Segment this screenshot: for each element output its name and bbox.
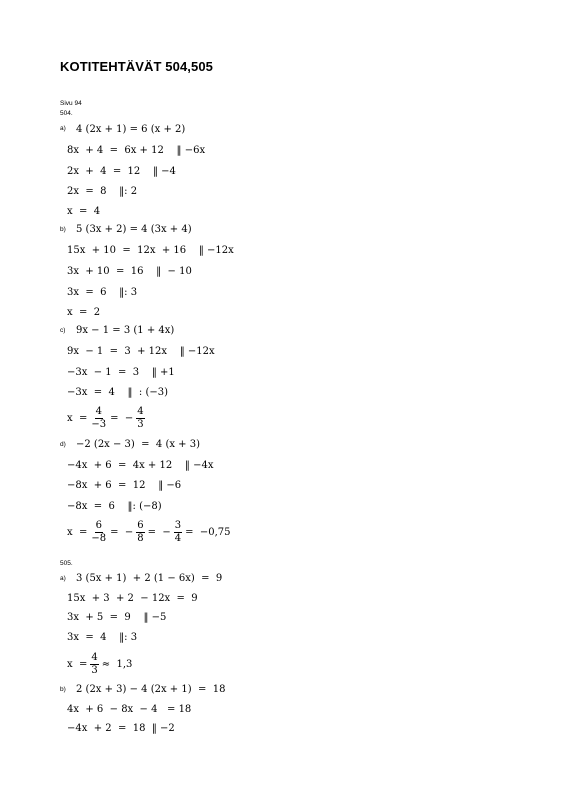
equation-line: 3x = 4 ‖: 3 [67, 632, 138, 643]
equation-line: x = 4 [67, 206, 101, 217]
equation-line: 4 (2x + 1) = 6 (x + 2) [76, 124, 186, 135]
part-504a-label: a) [60, 125, 66, 132]
frac-tail: ≈ 1,3 [101, 658, 133, 670]
equation-line: −3x − 1 = 3 ‖ +1 [67, 367, 175, 378]
frac-lhs: x = [67, 526, 88, 538]
fraction [174, 521, 182, 544]
equation-line: 3 (5x + 1) + 2 (1 − 6x) = 9 [76, 573, 223, 584]
page-title: KOTITEHTÄVÄT 504,505 [60, 59, 213, 74]
equation-line: −8x + 6 = 12 ‖ −6 [67, 480, 182, 491]
equation-line: −2 (2x − 3) = 4 (x + 3) [76, 439, 200, 450]
fraction [136, 407, 144, 430]
equation-line: −4x + 2 = 18 ‖ −2 [67, 723, 175, 734]
denominator: 4 [174, 532, 182, 544]
equation-line: 9x − 1 = 3 + 12x ‖ −12x [67, 346, 215, 357]
numerator: 3 [174, 519, 182, 531]
part-504d-label: d) [60, 441, 66, 448]
equation-line: 9x − 1 = 3 (1 + 4x) [76, 325, 175, 336]
fraction [90, 521, 107, 544]
denominator: 8 [137, 532, 144, 544]
fraction-line [67, 517, 231, 547]
numerator: 4 [91, 651, 98, 663]
numerator: 6 [137, 519, 144, 531]
equation-line: −8x = 6 ‖: (−8) [67, 501, 162, 512]
denominator: −3 [91, 418, 107, 430]
fraction-line [67, 403, 148, 433]
equation-line: x = 2 [67, 307, 101, 318]
frac-operator: = − [147, 526, 171, 538]
frac-operator: = − [110, 412, 134, 424]
equation-line: 3x + 10 = 16 ‖ − 10 [67, 266, 192, 277]
fraction [90, 653, 98, 676]
equation-line: 2x = 8 ‖: 2 [67, 186, 138, 197]
equation-line: 4x + 6 − 8x − 4 = 18 [67, 704, 192, 715]
frac-lhs: x = [67, 412, 88, 424]
numerator: 4 [95, 405, 102, 417]
fraction [90, 407, 107, 430]
denominator: 3 [91, 664, 98, 676]
numerator: 6 [95, 519, 102, 531]
equation-line: −3x = 4 ‖ : (−3) [67, 387, 169, 398]
fraction [136, 521, 144, 544]
part-504c-label: c) [60, 327, 66, 334]
equation-line: −4x + 6 = 4x + 12 ‖ −4x [67, 460, 214, 471]
equation-line: 15x + 10 = 12x + 16 ‖ −12x [67, 245, 234, 256]
equation-line: 15x + 3 + 2 − 12x = 9 [67, 593, 198, 604]
denominator: −8 [91, 532, 107, 544]
part-505a-label: a) [60, 575, 66, 582]
numerator: 4 [137, 405, 144, 417]
equation-line: 3x = 6 ‖: 3 [67, 287, 138, 298]
equation-line: 2 (2x + 3) − 4 (2x + 1) = 18 [76, 684, 226, 695]
equation-line: 5 (3x + 2) = 4 (3x + 4) [76, 224, 192, 235]
frac-lhs: x = [67, 658, 88, 670]
page-reference: Sivu 94 [60, 100, 82, 107]
exercise-504-number: 504. [60, 110, 73, 117]
part-505b-label: b) [60, 686, 66, 693]
denominator: 3 [137, 418, 144, 430]
equation-line: 2x + 4 = 12 ‖ −4 [67, 166, 176, 177]
equation-line: 3x + 5 = 9 ‖ −5 [67, 612, 167, 623]
equation-line: 8x + 4 = 6x + 12 ‖ −6x [67, 145, 206, 156]
exercise-505-number: 505. [60, 560, 73, 567]
fraction-line [67, 649, 132, 679]
part-504b-label: b) [60, 226, 66, 233]
frac-operator: = − [110, 526, 134, 538]
frac-tail: = −0,75 [185, 526, 231, 538]
